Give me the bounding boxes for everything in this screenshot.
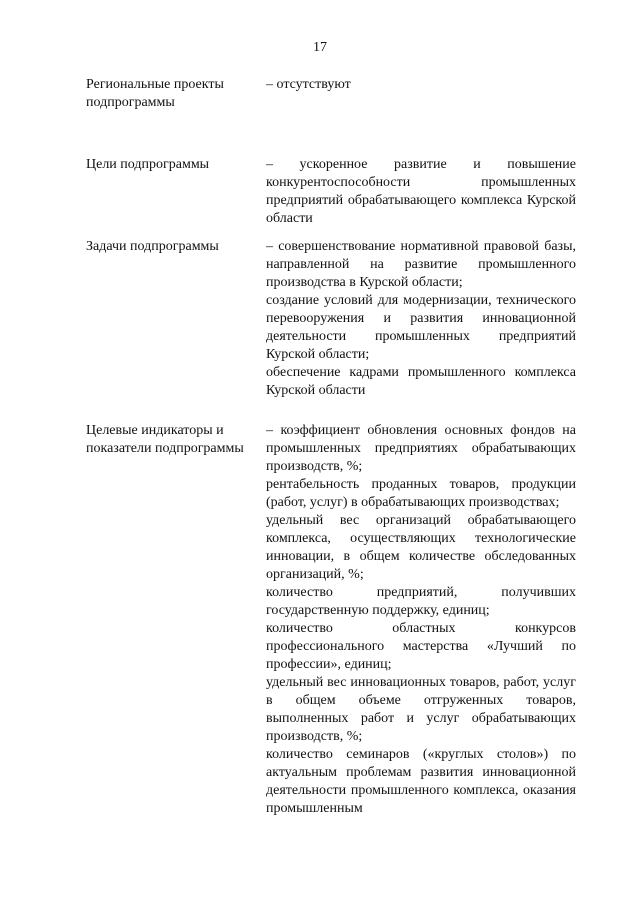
regional-projects-text: – отсутствуют: [266, 77, 351, 92]
goals-text: – ускоренное развитие и повышение конкурентоспособности промышленных предприятий обрабатывающего комплекса Курской области: [266, 157, 576, 226]
section-label-regional-projects: Региональные проекты подпрограммы: [86, 77, 224, 110]
indicator-item: удельный вес инновационных товаров, работ, услуг в общем объеме отгруженных товаров, выполненных работ и услуг обрабатывающих производств, %;: [266, 675, 576, 744]
indicator-item: количество семинаров («круглых столов») по актуальным проблемам развития инновационной деятельности промышленного комплекса, оказания промышленным: [266, 747, 576, 816]
section-content-indicators: [266, 422, 576, 818]
task-item: – совершенствование нормативной правовой базы, направленной на развитие промышленного производства в Курской области;: [266, 239, 576, 290]
page-number: 17: [313, 40, 327, 55]
section-label-goals: Цели подпрограммы: [86, 157, 210, 172]
indicator-item: – коэффициент обновления основных фондов на промышленных предприятиях обрабатывающих производств, %;: [266, 423, 576, 474]
section-content-regional-projects: [266, 76, 576, 94]
section-label-indicators: Целевые индикаторы и показатели подпрограммы: [86, 423, 244, 456]
section-content-tasks: [266, 238, 576, 400]
section-content-goals: [266, 156, 576, 228]
indicator-item: количество областных конкурсов профессионального мастерства «Лучший по профессии», единиц;: [266, 621, 576, 672]
task-item: обеспечение кадрами промышленного комплекса Курской области: [266, 365, 576, 398]
section-label-tasks: Задачи подпрограммы: [86, 239, 219, 254]
indicator-item: количество предприятий, получивших государственную поддержку, единиц;: [266, 585, 576, 618]
indicator-item: рентабельность проданных товаров, продукции (работ, услуг) в обрабатывающих производствах;: [266, 477, 576, 510]
indicator-item: удельный вес организаций обрабатывающего комплекса, осуществляющих технологические инновации, в общем количестве обследованных организаций, %;: [266, 513, 576, 582]
task-item: создание условий для модернизации, технического перевооружения и развития инновационной деятельности промышленных предприятий Курской области;: [266, 293, 576, 362]
